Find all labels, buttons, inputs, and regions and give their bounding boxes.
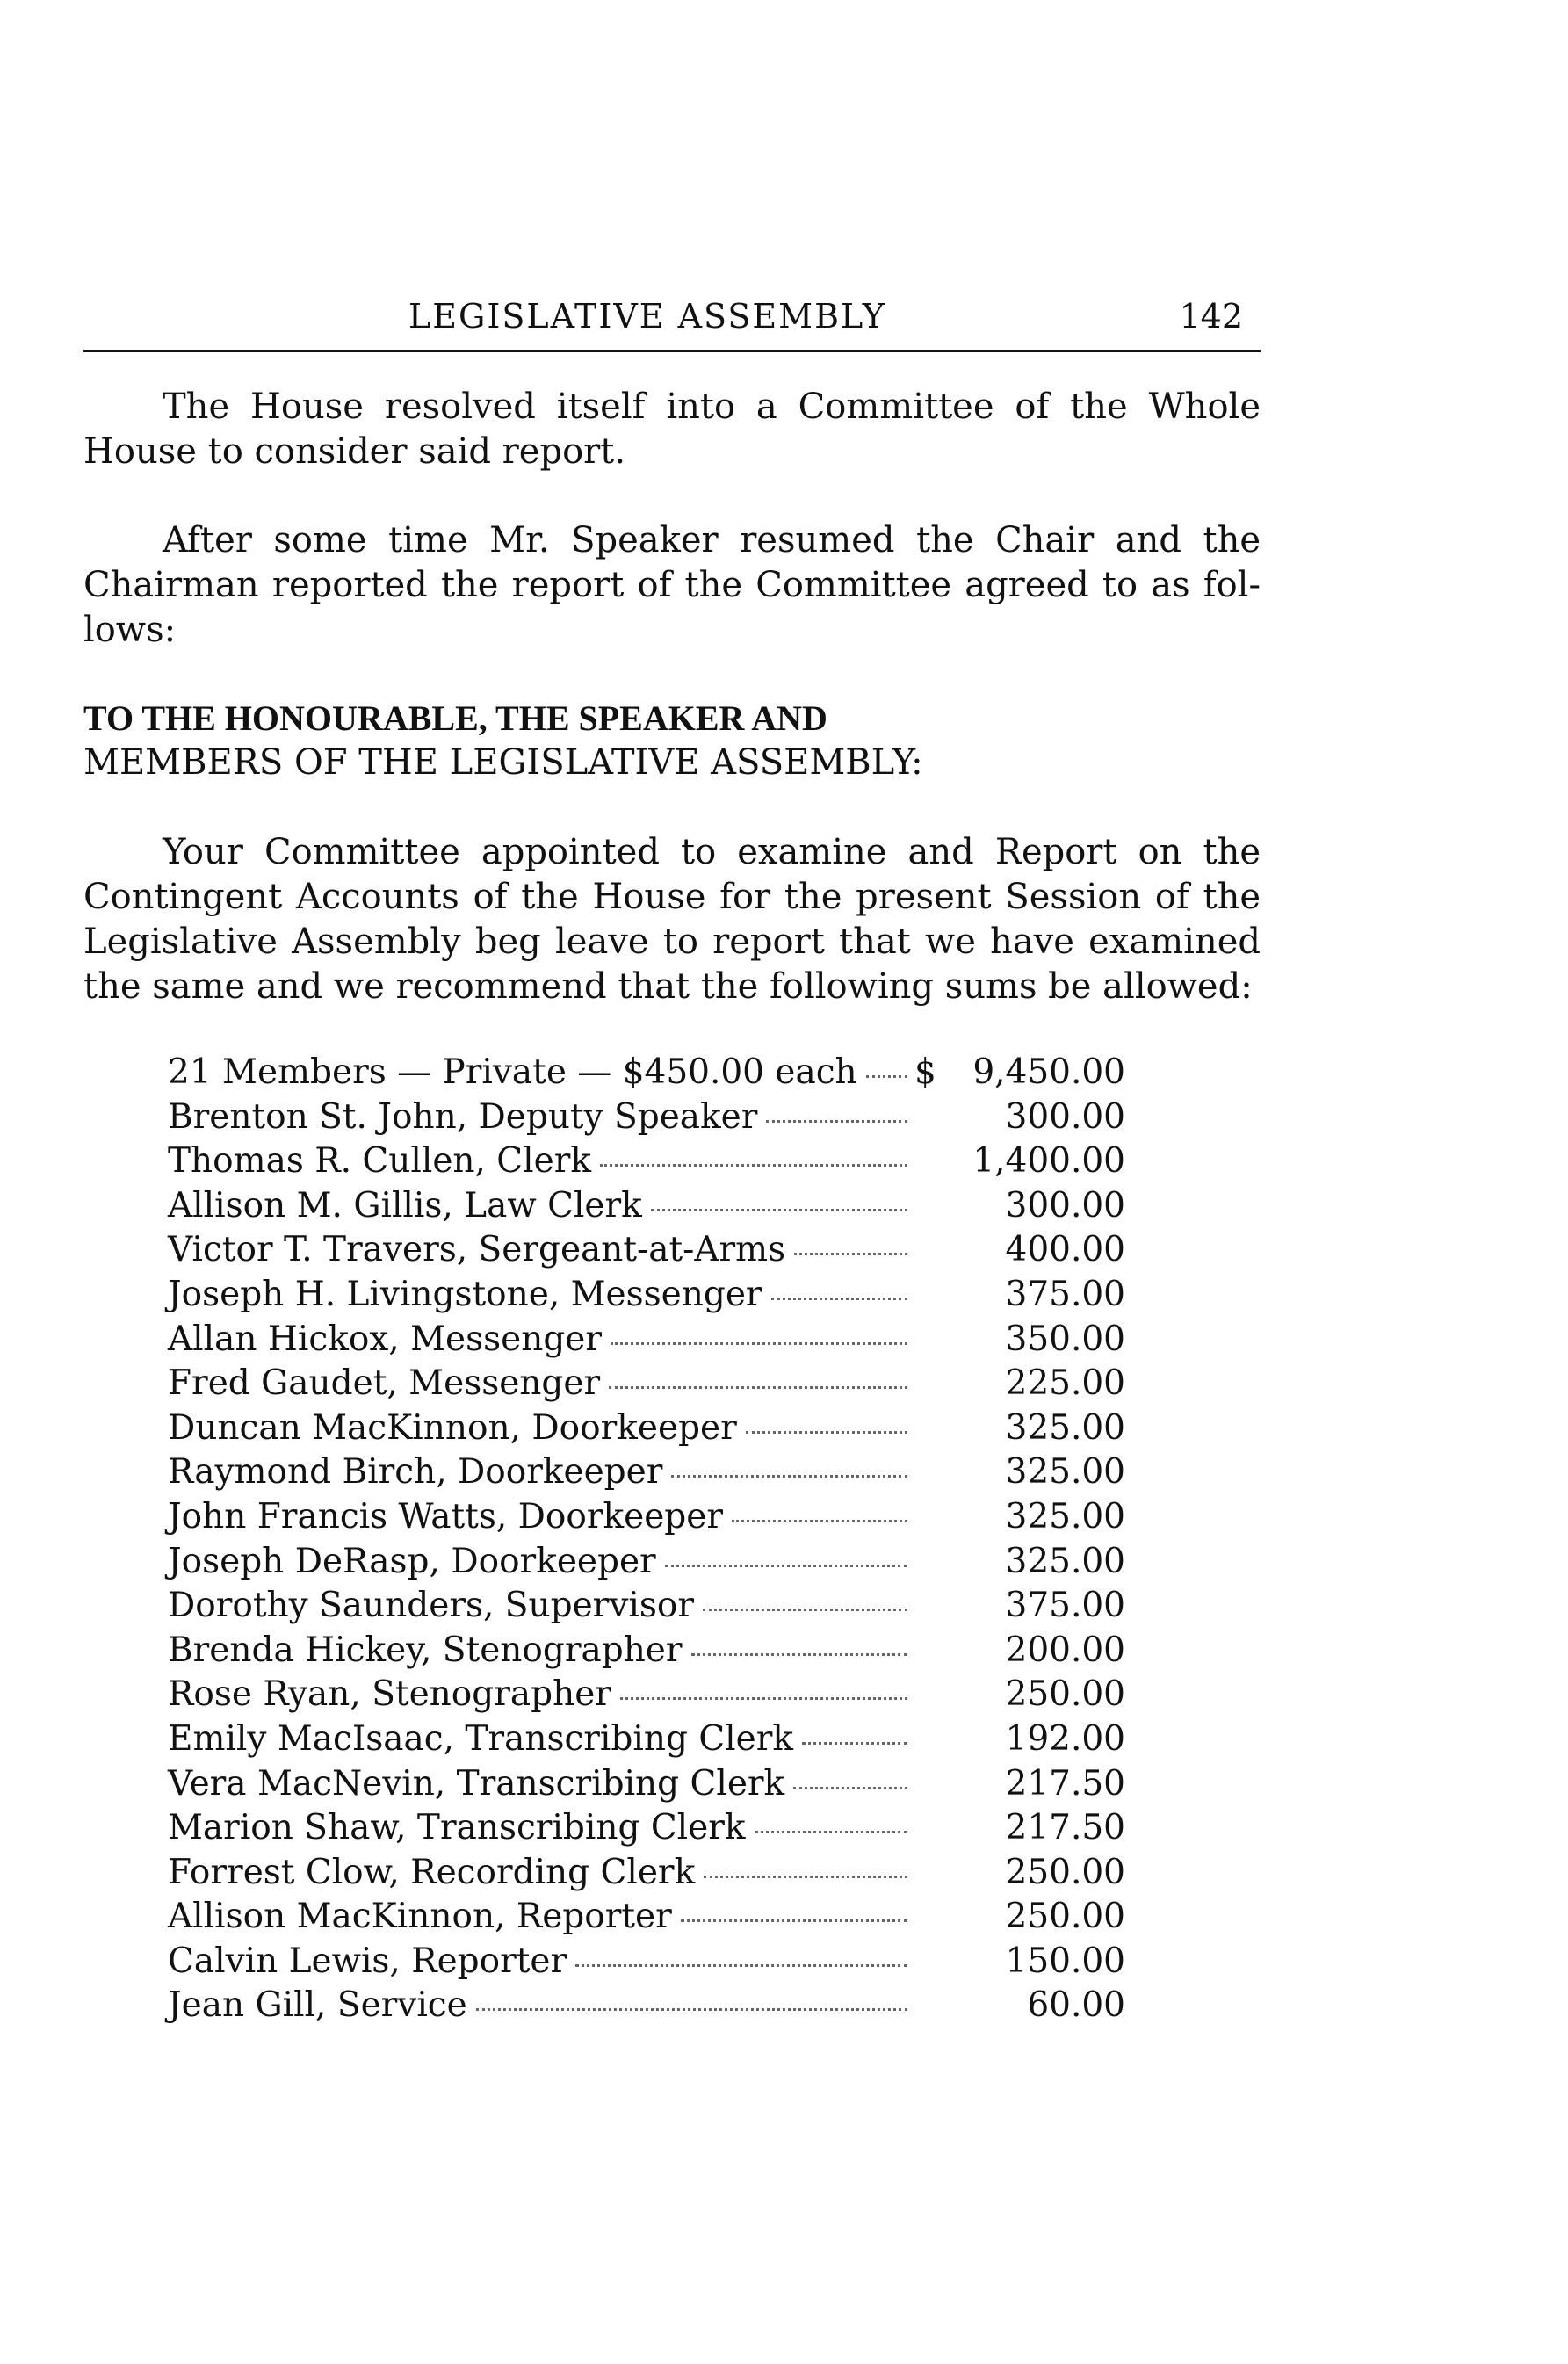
account-amount: 250.00 [1005,1897,1125,1937]
page-number: 142 [1179,297,1243,336]
account-row [168,1497,1125,1542]
account-amount: 150.00 [1005,1941,1125,1981]
dot-leader [703,1609,907,1611]
account-name: Rose Ryan, Stenographer [168,1674,611,1715]
paragraph-report-agreed: After some time Mr. Speaker resumed the Chair and the Chairman reported the report of the Committee agreed to as fol-lows: [83,520,1261,650]
account-name: Brenton St. John, Deputy Speaker [168,1096,758,1137]
account-row [168,1897,1125,1941]
account-row [168,1764,1125,1809]
account-amount: 250.00 [1005,1852,1125,1892]
dot-leader [671,1475,907,1478]
account-amount: 250.00 [1005,1674,1125,1715]
account-row [168,1941,1125,1986]
dot-leader [575,1964,907,1967]
dot-leader [866,1075,907,1078]
dot-leader [681,1919,907,1922]
account-row [168,1674,1125,1719]
dot-leader [620,1697,907,1700]
account-amount: 192.00 [1005,1718,1125,1759]
account-amount: 325.00 [1005,1407,1125,1448]
dot-leader [609,1386,907,1389]
account-row [168,1542,1125,1587]
dot-leader [476,2008,907,2011]
dot-leader [766,1120,907,1123]
account-name: Brenda Hickey, Stenographer [168,1630,683,1670]
account-name: Joseph H. Livingstone, Messenger [168,1274,762,1314]
paragraph-committee-of-whole: The House resolved itself into a Committee of the Whole House to consider said report. [83,387,1261,472]
account-row [168,1363,1125,1408]
dot-leader [600,1164,907,1167]
dot-leader [611,1342,907,1345]
account-name: Allison M. Gillis, Law Clerk [168,1185,642,1225]
currency-symbol: $ [914,1052,936,1092]
account-name: Fred Gaudet, Messenger [168,1363,601,1404]
account-amount: 1,400.00 [972,1141,1125,1182]
account-row [168,1275,1125,1319]
account-name: Calvin Lewis, Reporter [168,1941,567,1981]
report-address [83,696,1261,785]
dot-leader [691,1653,907,1656]
account-amount: 200.00 [1005,1630,1125,1670]
account-row [168,1141,1125,1186]
dot-leader [755,1831,907,1833]
account-name: 21 Members — Private — $450.00 each [168,1052,857,1092]
account-name: Jean Gill, Service [168,1985,467,2026]
account-row [168,1408,1125,1453]
account-amount: 225.00 [1005,1363,1125,1404]
account-amount: 325.00 [1005,1541,1125,1581]
account-row [168,1719,1125,1764]
account-row [168,1630,1125,1675]
dot-leader [802,1742,907,1745]
paragraph-committee-report: Your Committee appointed to examine and Report on the Contingent Accounts of the House for the present Session of the Legislative Assembly beg leave to report that we have examined the same and we recommend that the following sums be allowed: [83,832,1261,1007]
dot-leader [704,1876,907,1878]
account-name: Allan Hickox, Messenger [168,1319,603,1359]
account-amount: 300.00 [1005,1185,1125,1225]
account-amount: 217.50 [1005,1808,1125,1848]
account-row [168,1097,1125,1142]
account-row [168,1452,1125,1497]
account-name: Dorothy Saunders, Supervisor [168,1586,694,1626]
address-line-2: MEMBERS OF THE LEGISLATIVE ASSEMBLY: [83,742,923,783]
account-row [168,1853,1125,1898]
running-title: LEGISLATIVE ASSEMBLY [408,297,886,336]
address-line-1: TO THE HONOURABLE, THE SPEAKER AND [83,698,827,738]
running-head [83,297,1261,352]
dot-leader [771,1298,907,1300]
account-name: Marion Shaw, Transcribing Clerk [168,1808,746,1848]
account-amount: 350.00 [1005,1319,1125,1359]
account-row [168,1586,1125,1630]
account-row [168,1186,1125,1231]
account-amount: 300.00 [1005,1096,1125,1137]
account-name: Joseph DeRasp, Doorkeeper [168,1541,656,1581]
account-name: Emily MacIsaac, Transcribing Clerk [168,1718,793,1759]
account-amount: 325.00 [1005,1496,1125,1536]
dot-leader [746,1431,907,1434]
account-amount: 375.00 [1005,1586,1125,1626]
dot-leader [732,1520,907,1522]
account-name: Allison MacKinnon, Reporter [168,1897,672,1937]
account-amount: 60.00 [1027,1985,1125,2026]
account-row [168,1230,1125,1275]
account-name: Forrest Clow, Recording Clerk [168,1852,696,1892]
account-amount: 217.50 [1005,1763,1125,1804]
account-name: John Francis Watts, Doorkeeper [168,1496,723,1536]
account-row [168,1052,1125,1097]
accounts-list [168,1052,1125,2030]
account-amount: 9,450.00 [972,1052,1125,1092]
account-row [168,1319,1125,1364]
account-name: Thomas R. Cullen, Clerk [168,1141,591,1182]
account-amount: 325.00 [1005,1452,1125,1493]
dot-leader [793,1787,907,1789]
dot-leader [794,1253,907,1255]
account-row [168,1808,1125,1853]
account-name: Duncan MacKinnon, Doorkeeper [168,1407,737,1448]
account-name: Victor T. Travers, Sergeant-at-Arms [168,1230,786,1270]
account-name: Vera MacNevin, Transcribing Clerk [168,1763,785,1804]
account-row [168,1985,1125,2030]
account-name: Raymond Birch, Doorkeeper [168,1452,663,1493]
dot-leader [651,1209,907,1211]
dot-leader [665,1565,907,1567]
account-amount: 375.00 [1005,1274,1125,1314]
account-amount: 400.00 [1005,1230,1125,1270]
